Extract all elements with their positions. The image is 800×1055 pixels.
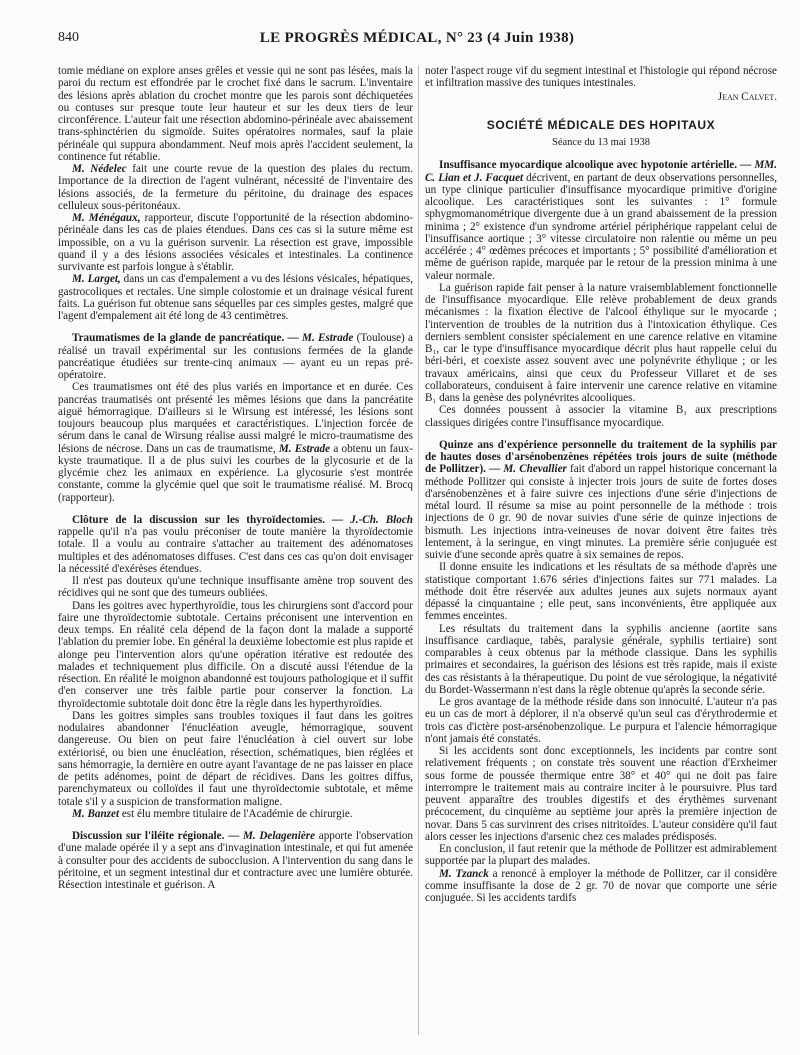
paragraph xyxy=(58,212,413,273)
left-column xyxy=(58,65,413,1040)
section-ileite xyxy=(58,830,413,891)
section-title: Traumatismes de la glande de pancréatique. xyxy=(72,332,285,345)
paragraph xyxy=(58,163,413,212)
paragraph: Il donne ensuite les indications et les résultats de sa méthode d'après une statistique comportant 1.676 séries d'injections faites sur 771 malades. La méthode doit être réservée aux adultes jeunes aux sujets normaux ayant dépassé la cinquantaine ; elle peut, sans inconvénients, être appliquée aux femmes enceintes. xyxy=(425,561,777,623)
section-thyroidectomies xyxy=(58,514,413,575)
paragraph-text: Ces traumatismes ont été des plus variés en importance et en durée. Ces pancréas traumatisés ont présenté les mêmes lésions que dans la pancréatite aiguë hémorragique. D'ailleurs si le Wirsung est intéressé, les lésions sont toujours beaucoup plus marquées et caractéristiques. L'injection forcée de sérum dans le canal de Wirsung réalise aussi malgré le micro-traumatisme des lésions de nécrose. Dans un cas de traumatisme, xyxy=(58,381,413,455)
paragraph-text: (Toulouse) a réalisé un travail expérimental sur les contusions fermées de la glande pancréatique étudiées sur trente-cinq animaux — ayant eu un repas pré-opératoire. xyxy=(58,332,413,381)
paragraph xyxy=(58,808,413,820)
paragraph-text: fait une courte revue de la question des plaies du rectum. Importance de la direction de l'agent vulnérant, nécessité de l'inventaire des lésions associés, de la fermeture du péritoine, du drainage des espaces celluleux sous-péritonéaux. xyxy=(58,163,413,212)
paragraph: En conclusion, il faut retenir que la méthode de Pollitzer est admirablement supportée par la plupart des malades. xyxy=(425,843,777,868)
article-author: Jean Calvet. xyxy=(717,90,777,103)
paragraph-text: a obtenu un faux-kyste traumatique. Il a de plus suivi les courbes de la glycosurie et de la glycémie chez les animaux en expérience. La glycosurie s'est montrée constante, comme la glycémie quel que soit le traumatisme réalisé. M. Brocq (rapporteur). xyxy=(58,442,413,504)
speaker: M. Nédelec xyxy=(72,163,127,175)
speaker: M. Larget, xyxy=(72,273,121,286)
speaker: — M. Chevallier xyxy=(489,463,567,476)
paragraph: Le gros avantage de la méthode réside dans son innocuité. L'auteur n'a pas eu un cas de mort à déplorer, il n'a observé qu'un seul cas d'érythrodermie et trois cas d'ictère post-arsénobenzolique. Le purpura et l'alencie hémorragique n'ont jamais été constatés. xyxy=(425,696,777,745)
paragraph: Ces données poussent à associer la vitamine B₁ aux prescriptions classiques dirigées contre l'insuffisance myocardique. xyxy=(425,404,777,429)
speaker: M. Banzet xyxy=(72,807,120,820)
section-estrade xyxy=(58,332,413,381)
paragraph-text: décrivent, en partant de deux observations personnelles, un type clinique particulier d'insuffisance myocardique primitive d'origine alcoolique. Les caractéristiques sont les suivantes : 1° formule sphygmomanométrique divergente due à un grand abaissement de la pression minima ; 2° existence d'un syndrome artériel périphérique rappelant celui de l'insuffisance aortique ; 3° vitesse circulatoire non ralentie ou même un peu accélérée ; 4° œdèmes précoces et importants ; 5° possibilité d'amélioration et même de guérison rapide, marquée par le retour de la pression minima à une valeur normale. xyxy=(425,171,777,282)
paragraph: Il n'est pas douteux qu'une technique insuffisante amène trop souvent des récidives qui ne sont que des tumeurs oubliées. xyxy=(58,575,413,600)
paragraph xyxy=(58,381,413,504)
paragraph: noter l'aspect rouge vif du segment intestinal et l'histologie qui répond nécrose et infiltration massive des tuniques intestinales. xyxy=(425,65,777,90)
paragraph-text: rappelle qu'il n'a pas voulu préconiser de toute manière la thyroïdectomie totale. Il a voulu au contraire s'attacher au traitement des adénomatoses multiples et des adénomatoses diffuses. C'est dans ces cas qu'on doit envisager la nécessité d'exérèses étendues. xyxy=(58,526,413,575)
section-pollitzer xyxy=(425,439,777,562)
society-heading: SOCIÉTÉ MÉDICALE DES HOPITAUX xyxy=(486,117,716,132)
speaker: — M. Delagenière xyxy=(228,830,316,842)
column-divider xyxy=(418,65,419,1035)
running-header xyxy=(58,30,776,50)
paragraph: Dans les goitres avec hyperthyroïdie, tous les chirurgiens sont d'accord pour faire une thyroïdectomie subtotale. Certains préconisent une intervention en deux temps. En réalité cela dépend de la façon dont la malade a supporté l'ablation du premier lobe. En général la deuxième lobectomie est plus rapide et alonge peu l'intervention alors qu'une opération itérative est redoutée des malades et techniquement plus difficile. On a discuté aussi l'étendue de la résection. En réalité le moignon abandonné est toujours pathologique et il suffit d'en conserver une très faible partie pour conserver la fonction. La thyroïdectomie subtotale doit donc être la règle dans les hyperthyroïdies. xyxy=(58,599,413,710)
section-title: Quinze ans d'expérience personnelle du traitement de la syphilis par de hautes doses d'arsénobenzènes répétées trois jours de suite (méthode de Pollitzer). xyxy=(425,438,777,476)
right-column xyxy=(425,65,777,1040)
paragraph-text: est élu membre titulaire de l'Académie de chirurgie. xyxy=(119,807,353,820)
section-title: Insuffisance myocardique alcoolique avec hypotonie artérielle. xyxy=(439,159,738,172)
speaker: M. Ménégaux, xyxy=(72,212,141,224)
paragraph: tomie médiane on explore anses grêles et vessie qui ne sont pas lésées, mais la paroi du rectum est effondrée par le crochet fixé dans le sacrum. L'inventaire des lésions après ablation du crochet montre que les parois sont déchiquetées ou contuses sur presque toute leur hauteur et sur les deux tiers de leur circonférence. L'auteur fait une résection abdomino-périnéale avec abaissement trans-sphinctérien du sigmoïde. Suites opératoires normales, sauf la plaie périnéale qui suppura abondamment. Neuf mois après l'accident seulement, la continence fut rétablie. xyxy=(58,65,413,163)
paragraph-text: fait d'abord un rappel historique concernant la méthode Pollitzer qui consiste à injecter trois jours de suite de fortes doses d'arsénobenzènes et à faire suivre ces injections d'une série d'injections de métal lourd. Il résume sa mise au point personnelle de la méthode : trois injections de 0 gr. 90 de novar suivies d'une série de quinze injections de bismuth. Les injections intra-veineuses de novar doivent être faites très lentement, à la seringue, en vingt minutes. La première série conjuguée est suivie d'une seconde après quatre à six semaines de repos. xyxy=(425,463,777,561)
page-number: 840 xyxy=(58,30,79,45)
paragraph: Dans les goitres simples sans troubles toxiques il faut dans les goitres nodulaires abandonner l'énucléation aveugle, hémorragique, souvent dangereuse. Ou bien on peut faire l'énucléation à ciel ouvert sur lobe extériorisé, ou bien une énucléation, résection, schématiques, bien réglées et sans hémorragie, la dernière en outre ayant l'avantage de ne pas laisser en place de petits adénomes, point de départ de récidives. Dans les goitres diffus, parenchymateux ou colloïdes il faut une thyroïdectomie subtotale, et même totale s'il y a suspicion de transformation maligne. xyxy=(58,709,413,808)
speaker: — J.-Ch. Bloch xyxy=(332,513,413,526)
paragraph-text: dans un cas d'empalement a vu des lésions vésicales, hépatiques, gastrocoliques et rectales. Une simple colostomie et un drainage vésical furent faits. La guérison fut obtenue sans séquelles par ces simples gestes, malgré que l'agent d'empalement ait été long de 43 centimètres. xyxy=(58,273,413,322)
paragraph xyxy=(425,868,777,905)
speaker: M. Estrade xyxy=(278,442,331,455)
paragraph: La guérison rapide fait penser à la nature vraisemblablement fonctionnelle de l'insuffisance myocardique. Elle relève probablement de deux grands mécanismes : la fixation élective de l'alcool éthylique sur le myocarde ; l'intervention de troubles de la nutrition dus à l'intoxication éthylique. Ces derniers semblent consister spécialement en une carence relative en vitamine B₁, car le type d'insuffisance myocardique décrit plus haut rappelle celui du béri-béri, et coexiste assez souvent avec une polynévrite éthylique ; or les travaux américains, ainsi que ceux du Professeur Villaret et de ses collaborateurs, conduisent à faire intervenir une carence relative en vitamine B₁ dans la genèse des polynévrites alcooliques. xyxy=(425,281,777,404)
speaker: M. Tzanck xyxy=(439,867,489,880)
paragraph xyxy=(58,273,413,322)
section-title: Discussion sur l'iléite régionale. xyxy=(72,830,225,842)
paragraph: Si les accidents sont donc exceptionnels, les incidents par contre sont relativement fréquents ; on constate très souvent une réaction d'Erxheimer sous forme de poussée thermique entre 38° et 40° qui ne doit pas faire interrompre le traitement mais au contraire inciter à le poursuivre. Plus tard peuvent apparaître des troubles digestifs et des érythèmes survenant précocement, du cinquième au septième jour après la première injection de novar. Dans 5 cas survinrent des crises nitritoïdes. L'auteur considère qu'il faut alors cesser les injections d'arsenic chez ces malades prédisposés. xyxy=(425,745,777,843)
journal-title: LE PROGRÈS MÉDICAL, N° 23 (4 Juin 1938) xyxy=(259,30,575,46)
section-title: Clôture de la discussion sur les thyroïdectomies. xyxy=(72,513,325,526)
paragraph: Les résultats du traitement dans la syphilis ancienne (aortite sans insuffisance cardiaque, tabès, paralysie générale, syphilis tertiaire) sont comparables à ceux obtenus par la méthode classique. Dans les syphilis primaires et secondaires, la guérison des lésions est très rapide, mais il existe des cas résistants à la thérapeutique. Du point de vue sérologique, la négativité du Bordet-Wassermann n'est dans la règle obtenue qu'après la seconde série. xyxy=(425,622,777,696)
section-lian-facquet xyxy=(425,159,777,282)
speaker: — MM. C. Lian et J. Facquet xyxy=(425,159,777,184)
speaker: — M. Estrade xyxy=(287,332,354,345)
session-date: Séance du 13 mai 1938 xyxy=(552,137,650,148)
paragraph-text: a renoncé à employer la méthode de Pollitzer, car il considère comme insuffisante la dose de 2 gr. 70 de novar que comporte une série conjuguée. Si les accidents tardifs xyxy=(425,867,777,904)
paragraph-text: apporte l'observation d'une malade opérée il y a sept ans d'invagination intestinale, et qui fut amenée à consulter pour des accidents de subocclusion. A l'intervention du sang dans le péritoine, et un segment intestinal dur et contracture avec une lumière obturée. Résection intestinale et guérison. A xyxy=(58,830,413,891)
paragraph-text: rapporteur, discute l'opportunité de la résection abdomino-périnéale dans les cas de plaies étendues. Dans ces cas si la suture même est impossible, on a vu la guérison survenir. La résection est grave, impossible quand il y a des lésions associées vésicales et intestinales. La continence survivante est parfois longue à s'établir. xyxy=(58,212,413,273)
